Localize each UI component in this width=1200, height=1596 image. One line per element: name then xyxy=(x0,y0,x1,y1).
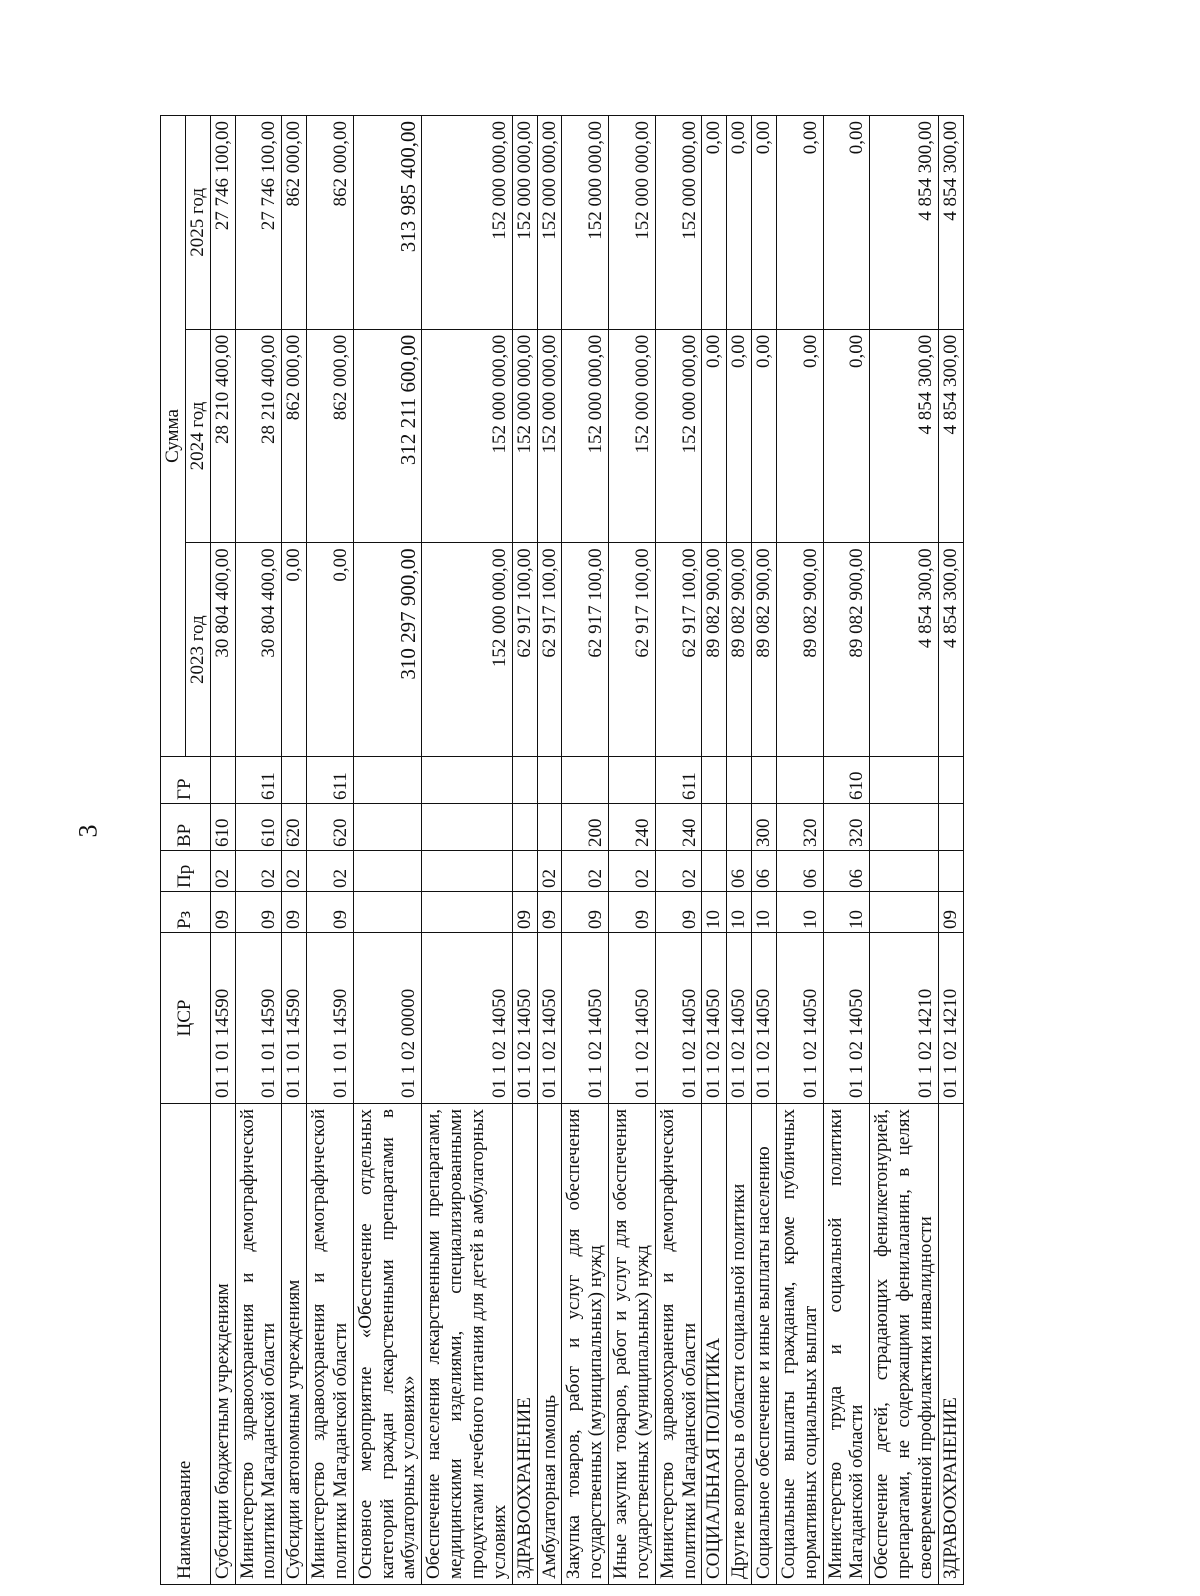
cell-vr xyxy=(537,804,562,851)
cell-csr: 01 1 02 14050 xyxy=(609,933,656,1104)
cell-vr xyxy=(512,804,537,851)
cell-2023: 62 917 100,00 xyxy=(655,543,702,757)
header-2025: 2025 год xyxy=(185,116,210,330)
table-row xyxy=(353,116,422,1585)
page-number: 3 xyxy=(73,824,103,838)
cell-2024: 152 000 000,00 xyxy=(562,329,609,543)
cell-2025: 4 854 300,00 xyxy=(870,116,939,330)
cell-name: Субсидии автономным учреждениям xyxy=(282,1104,307,1585)
cell-2023: 310 297 900,00 xyxy=(353,543,422,757)
cell-2024: 4 854 300,00 xyxy=(938,329,963,543)
cell-csr: 01 1 02 14050 xyxy=(422,933,512,1104)
cell-pr xyxy=(702,851,727,892)
cell-2024: 0,00 xyxy=(702,329,727,543)
header-row-top xyxy=(161,116,186,1585)
header-rz: Рз xyxy=(161,892,211,933)
cell-vr: 620 xyxy=(282,804,307,851)
cell-2023: 4 854 300,00 xyxy=(938,543,963,757)
cell-2024: 152 000 000,00 xyxy=(422,329,512,543)
cell-name: Министерство здравоохранения и демографической политики Магаданской области xyxy=(307,1104,354,1585)
cell-csr: 01 1 02 14050 xyxy=(655,933,702,1104)
cell-2024: 152 000 000,00 xyxy=(537,329,562,543)
table-row xyxy=(702,116,727,1585)
cell-csr: 01 1 01 14590 xyxy=(210,933,235,1104)
cell-rz: 09 xyxy=(235,892,282,933)
table-row xyxy=(210,116,235,1585)
cell-rz xyxy=(353,892,422,933)
cell-pr: 02 xyxy=(235,851,282,892)
table-body xyxy=(210,116,963,1585)
cell-2024: 0,00 xyxy=(776,329,823,543)
table-row xyxy=(307,116,354,1585)
cell-csr: 01 1 02 00000 xyxy=(353,933,422,1104)
cell-gr: 611 xyxy=(655,757,702,804)
cell-pr xyxy=(512,851,537,892)
cell-csr: 01 1 02 14050 xyxy=(727,933,752,1104)
cell-2025: 152 000 000,00 xyxy=(512,116,537,330)
cell-vr xyxy=(353,804,422,851)
table-wrapper xyxy=(160,115,1120,1585)
cell-2023: 89 082 900,00 xyxy=(823,543,870,757)
cell-rz: 09 xyxy=(655,892,702,933)
cell-2024: 862 000,00 xyxy=(282,329,307,543)
cell-rz xyxy=(870,892,939,933)
cell-2024: 28 210 400,00 xyxy=(235,329,282,543)
cell-csr: 01 1 02 14050 xyxy=(823,933,870,1104)
cell-pr: 02 xyxy=(282,851,307,892)
cell-2023: 152 000 000,00 xyxy=(422,543,512,757)
cell-csr: 01 1 01 14590 xyxy=(282,933,307,1104)
cell-gr xyxy=(353,757,422,804)
cell-2024: 152 000 000,00 xyxy=(655,329,702,543)
cell-2025: 27 746 100,00 xyxy=(235,116,282,330)
cell-vr xyxy=(702,804,727,851)
cell-pr: 02 xyxy=(562,851,609,892)
cell-vr: 240 xyxy=(609,804,656,851)
table-row xyxy=(562,116,609,1585)
cell-gr: 610 xyxy=(823,757,870,804)
cell-2024: 312 211 600,00 xyxy=(353,329,422,543)
cell-2025: 152 000 000,00 xyxy=(562,116,609,330)
cell-name: ЗДРАВООХРАНЕНИЕ xyxy=(938,1104,963,1585)
header-gr: ГР xyxy=(161,757,211,804)
table-row xyxy=(235,116,282,1585)
cell-pr: 02 xyxy=(307,851,354,892)
cell-gr xyxy=(870,757,939,804)
cell-name: Обеспечение населения лекарственными препаратами, медицинскими изделиями, специализированными продуктами лечебного питания для детей в амбулаторных условиях xyxy=(422,1104,512,1585)
cell-vr xyxy=(422,804,512,851)
cell-vr: 200 xyxy=(562,804,609,851)
cell-gr xyxy=(702,757,727,804)
cell-csr: 01 1 01 14590 xyxy=(235,933,282,1104)
cell-2025: 4 854 300,00 xyxy=(938,116,963,330)
cell-pr xyxy=(938,851,963,892)
cell-2025: 862 000,00 xyxy=(282,116,307,330)
cell-2025: 152 000 000,00 xyxy=(655,116,702,330)
cell-name: Министерство здравоохранения и демографической политики Магаданской области xyxy=(235,1104,282,1585)
cell-rz: 09 xyxy=(537,892,562,933)
cell-name: Министерство труда и социальной политики Магаданской области xyxy=(823,1104,870,1585)
cell-2024: 4 854 300,00 xyxy=(870,329,939,543)
cell-vr: 240 xyxy=(655,804,702,851)
cell-pr: 06 xyxy=(752,851,777,892)
cell-2025: 0,00 xyxy=(823,116,870,330)
cell-2025: 0,00 xyxy=(702,116,727,330)
cell-csr: 01 1 02 14210 xyxy=(938,933,963,1104)
table-row xyxy=(655,116,702,1585)
cell-rz: 10 xyxy=(702,892,727,933)
cell-csr: 01 1 01 14590 xyxy=(307,933,354,1104)
cell-vr xyxy=(938,804,963,851)
cell-2024: 28 210 400,00 xyxy=(210,329,235,543)
cell-name: Другие вопросы в области социальной политики xyxy=(727,1104,752,1585)
cell-rz: 10 xyxy=(727,892,752,933)
cell-2025: 27 746 100,00 xyxy=(210,116,235,330)
header-name: Наименование xyxy=(161,1104,211,1585)
cell-2025: 862 000,00 xyxy=(307,116,354,330)
table-row xyxy=(609,116,656,1585)
cell-gr xyxy=(537,757,562,804)
cell-csr: 01 1 02 14050 xyxy=(512,933,537,1104)
cell-2023: 62 917 100,00 xyxy=(609,543,656,757)
cell-2024: 862 000,00 xyxy=(307,329,354,543)
cell-2023: 89 082 900,00 xyxy=(727,543,752,757)
cell-2023: 62 917 100,00 xyxy=(537,543,562,757)
cell-pr: 02 xyxy=(537,851,562,892)
table-row xyxy=(776,116,823,1585)
cell-2025: 152 000 000,00 xyxy=(609,116,656,330)
cell-csr: 01 1 02 14050 xyxy=(537,933,562,1104)
cell-vr: 320 xyxy=(776,804,823,851)
cell-2024: 152 000 000,00 xyxy=(512,329,537,543)
cell-pr: 02 xyxy=(210,851,235,892)
cell-csr: 01 1 02 14050 xyxy=(776,933,823,1104)
cell-vr xyxy=(870,804,939,851)
cell-name: Обеспечение детей, страдающих фенилкетонурией, препаратами, не содержащими фенилаланин, в целях своевременной профилактики инвалидности xyxy=(870,1104,939,1585)
cell-2025: 152 000 000,00 xyxy=(537,116,562,330)
cell-rz: 09 xyxy=(307,892,354,933)
cell-gr xyxy=(210,757,235,804)
cell-pr: 06 xyxy=(727,851,752,892)
cell-2024: 0,00 xyxy=(823,329,870,543)
cell-2025: 0,00 xyxy=(727,116,752,330)
cell-vr: 610 xyxy=(235,804,282,851)
cell-pr: 06 xyxy=(823,851,870,892)
cell-pr xyxy=(870,851,939,892)
table-row xyxy=(727,116,752,1585)
table-row xyxy=(752,116,777,1585)
cell-pr: 06 xyxy=(776,851,823,892)
table-row xyxy=(870,116,939,1585)
header-vr: ВР xyxy=(161,804,211,851)
cell-rz: 09 xyxy=(282,892,307,933)
cell-2023: 89 082 900,00 xyxy=(776,543,823,757)
header-csr: ЦСР xyxy=(161,933,211,1104)
rotated-table-area xyxy=(160,115,1120,1585)
cell-gr: 611 xyxy=(235,757,282,804)
cell-2023: 62 917 100,00 xyxy=(512,543,537,757)
budget-table xyxy=(160,115,964,1585)
cell-2024: 0,00 xyxy=(752,329,777,543)
cell-vr xyxy=(727,804,752,851)
cell-2025: 0,00 xyxy=(776,116,823,330)
cell-rz: 10 xyxy=(752,892,777,933)
cell-gr xyxy=(776,757,823,804)
cell-vr: 610 xyxy=(210,804,235,851)
cell-gr xyxy=(609,757,656,804)
cell-csr: 01 1 02 14050 xyxy=(752,933,777,1104)
cell-csr: 01 1 02 14050 xyxy=(702,933,727,1104)
cell-pr: 02 xyxy=(655,851,702,892)
cell-2025: 313 985 400,00 xyxy=(353,116,422,330)
header-pr: Пр xyxy=(161,851,211,892)
cell-name: Амбулаторная помощь xyxy=(537,1104,562,1585)
cell-2023: 4 854 300,00 xyxy=(870,543,939,757)
cell-2025: 152 000 000,00 xyxy=(422,116,512,330)
cell-rz: 10 xyxy=(823,892,870,933)
cell-vr: 620 xyxy=(307,804,354,851)
cell-gr xyxy=(422,757,512,804)
cell-2023: 89 082 900,00 xyxy=(702,543,727,757)
cell-2023: 0,00 xyxy=(307,543,354,757)
cell-pr xyxy=(422,851,512,892)
cell-2024: 152 000 000,00 xyxy=(609,329,656,543)
cell-gr xyxy=(938,757,963,804)
cell-csr: 01 1 02 14050 xyxy=(562,933,609,1104)
cell-rz: 09 xyxy=(938,892,963,933)
cell-gr xyxy=(752,757,777,804)
cell-gr: 611 xyxy=(307,757,354,804)
cell-2023: 62 917 100,00 xyxy=(562,543,609,757)
table-row xyxy=(512,116,537,1585)
cell-gr xyxy=(282,757,307,804)
cell-rz: 09 xyxy=(562,892,609,933)
table-row xyxy=(537,116,562,1585)
cell-gr xyxy=(727,757,752,804)
cell-pr: 02 xyxy=(609,851,656,892)
header-2024: 2024 год xyxy=(185,329,210,543)
table-row xyxy=(823,116,870,1585)
cell-name: Иные закупки товаров, работ и услуг для обеспечения государственных (муниципальных) нужд xyxy=(609,1104,656,1585)
cell-pr xyxy=(353,851,422,892)
cell-2023: 0,00 xyxy=(282,543,307,757)
cell-gr xyxy=(512,757,537,804)
table-row xyxy=(938,116,963,1585)
cell-2024: 0,00 xyxy=(727,329,752,543)
cell-name: СОЦИАЛЬНАЯ ПОЛИТИКА xyxy=(702,1104,727,1585)
cell-rz: 09 xyxy=(512,892,537,933)
cell-gr xyxy=(562,757,609,804)
cell-name: Основное мероприятие «Обеспечение отдельных категорий граждан лекарственными препаратами в амбулаторных условиях» xyxy=(353,1104,422,1585)
cell-rz xyxy=(422,892,512,933)
cell-2023: 89 082 900,00 xyxy=(752,543,777,757)
cell-name: Субсидии бюджетным учреждениям xyxy=(210,1104,235,1585)
cell-vr: 300 xyxy=(752,804,777,851)
cell-2023: 30 804 400,00 xyxy=(210,543,235,757)
cell-rz: 09 xyxy=(609,892,656,933)
cell-name: Социальные выплаты гражданам, кроме публичных нормативных социальных выплат xyxy=(776,1104,823,1585)
table-row xyxy=(282,116,307,1585)
table-row xyxy=(422,116,512,1585)
cell-2023: 30 804 400,00 xyxy=(235,543,282,757)
cell-name: Министерство здравоохранения и демографической политики Магаданской области xyxy=(655,1104,702,1585)
cell-vr: 320 xyxy=(823,804,870,851)
cell-rz: 09 xyxy=(210,892,235,933)
cell-rz: 10 xyxy=(776,892,823,933)
header-sum: Сумма xyxy=(161,116,186,757)
cell-name: Закупка товаров, работ и услуг для обеспечения государственных (муниципальных) нужд xyxy=(562,1104,609,1585)
cell-name: Социальное обеспечение и иные выплаты населению xyxy=(752,1104,777,1585)
cell-name: ЗДРАВООХРАНЕНИЕ xyxy=(512,1104,537,1585)
header-2023: 2023 год xyxy=(185,543,210,757)
cell-csr: 01 1 02 14210 xyxy=(870,933,939,1104)
cell-2025: 0,00 xyxy=(752,116,777,330)
